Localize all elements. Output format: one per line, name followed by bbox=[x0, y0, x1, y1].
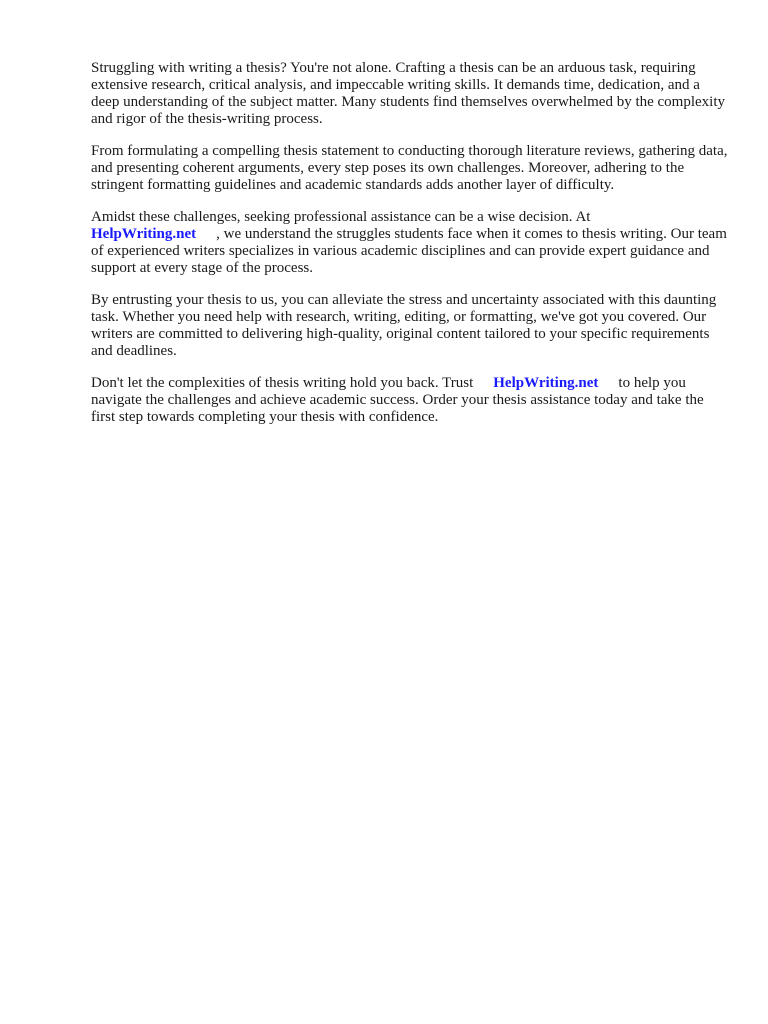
paragraph-assistance-text-before: Amidst these challenges, seeking professional assistance can be a wise decision. At bbox=[91, 209, 591, 225]
document-body bbox=[91, 60, 731, 441]
paragraph-assistance bbox=[91, 209, 731, 277]
helpwriting-link-1[interactable]: HelpWriting.net bbox=[91, 226, 197, 242]
paragraph-closing bbox=[91, 375, 731, 426]
paragraph-intro: Struggling with writing a thesis? You're not alone. Crafting a thesis can be an arduous task, requiring extensive research, critical analysis, and impeccable writing skills. It demands time, dedication, and a deep understanding of the subject matter. Many students find themselves overwhelmed by the complexity and rigor of the thesis-writing process. bbox=[91, 60, 726, 127]
paragraph-closing-text-after: to help you navigate the challenges and achieve academic success. Order your thesis assistance today and take the first step towards completing your thesis with confidence. bbox=[91, 375, 704, 425]
paragraph-closing-text-before: Don't let the complexities of thesis writing hold you back. Trust bbox=[91, 375, 474, 391]
helpwriting-link-2[interactable]: HelpWriting.net bbox=[493, 375, 599, 391]
paragraph-challenges: From formulating a compelling thesis statement to conducting thorough literature reviews, gathering data, and presenting coherent arguments, every step poses its own challenges. Moreover, adhering to the stringent formatting guidelines and academic standards adds another layer of difficulty. bbox=[91, 143, 728, 193]
paragraph-entrusting: By entrusting your thesis to us, you can alleviate the stress and uncertainty associated with this daunting task. Whether you need help with research, writing, editing, or formatting, we've got you covered. Our writers are committed to delivering high-quality, original content tailored to your specific requirements and deadlines. bbox=[91, 292, 717, 359]
paragraph-assistance-text-after: , we understand the struggles students face when it comes to thesis writing. Our team of experienced writers specializes in various academic disciplines and can provide expert guidance and support at every stage of the process. bbox=[91, 226, 727, 276]
